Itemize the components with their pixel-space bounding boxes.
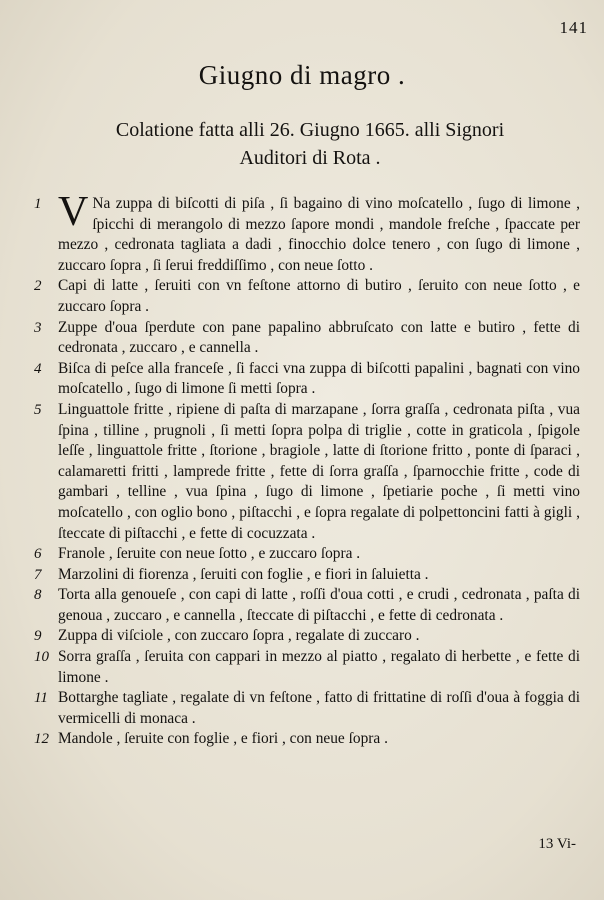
entry-number: 7 xyxy=(34,566,42,583)
menu-entry xyxy=(0,729,604,750)
entry-text: Capi di latte , ſeruiti con vn feſtone attorno di butiro , ſeruito con neue ſotto , e zuccaro ſopra . xyxy=(58,277,580,315)
menu-entry xyxy=(0,626,604,647)
entry-text: Linguattole fritte , ripiene di paſta di marzapane , ſorra graſſa , cedronata piſta , vua ſpina , tilline , prugnoli , ſi metti ſopra polpa di triglie , cotte in graticola , ſpigole leſſe , linguattole fritte , ſtorione , bragiole , latte di ſtorione fritto , ponte di ſparaci , calamaretti fritti , lamprede fritte , fette di ſorra graſſa , ſparnocchie fritte , code di gambari , telline , vua ſpina , ſugo di limone , ſpetiarie poche , ſi metti vino moſcatello , con oglio bono , piſtacchi , e ſopra regalate di polpettoncini fatti à gigli , ſteccate di piſtacchi , e fette di cocuzzata . xyxy=(58,400,580,542)
entry-number: 8 xyxy=(34,587,42,604)
entry-number: 9 xyxy=(34,628,42,645)
entry-text: Mandole , ſeruite con foglie , e fiori , con neue ſopra . xyxy=(58,730,388,748)
menu-entry xyxy=(0,647,604,688)
entry-text: Sorra graſſa , ſeruita con cappari in mezzo al piatto , regalato di herbette , e fette di limone . xyxy=(58,648,580,686)
entry-number: 6 xyxy=(34,546,42,563)
drop-capital: V xyxy=(58,189,89,235)
menu-entry xyxy=(0,544,604,565)
entry-number: 10 xyxy=(34,649,49,666)
entry-number: 1 xyxy=(34,196,42,212)
menu-list xyxy=(0,189,604,750)
entry-text: Biſca di peſce alla franceſe , ſi facci vna zuppa di biſcotti papalini , bagnati con vino moſcatello , ſugo di limone ſi metti ſopra . xyxy=(58,359,580,398)
entry-number: 11 xyxy=(34,690,48,707)
menu-entry xyxy=(0,359,604,400)
meal-heading xyxy=(60,116,560,172)
catchword: 13 Vi- xyxy=(538,836,576,852)
menu-entry xyxy=(0,318,604,359)
menu-entry xyxy=(0,585,604,626)
menu-entry xyxy=(0,189,604,276)
page-title: Giugno di magro . xyxy=(198,60,406,90)
menu-entry xyxy=(0,688,604,729)
menu-entry xyxy=(0,400,604,544)
entry-number: 2 xyxy=(34,278,42,295)
meal-heading-line-2: Auditori di Rota . xyxy=(239,147,381,169)
entry-number: 3 xyxy=(34,319,42,336)
menu-entry xyxy=(0,276,604,317)
entry-text: Na zuppa di biſcotti di piſa , ſi bagaino di vino moſcatello , ſugo di limone , ſpicchi di merangolo di mezzo ſapore mondi , mandole freſche , ſpaccate per mezzo , cedronata tagliata a dadi , finocchio dolce tenero , con ſugo di limone , zuccaro ſopra , ſi ſerui freddiſſimo , con neue ſotto . xyxy=(58,195,580,274)
entry-text: Zuppe d'oua ſperdute con pane papalino abbruſcato con latte e butiro , fette di cedronata , zuccaro , e cannella . xyxy=(58,318,580,357)
page-number: 141 xyxy=(559,18,588,37)
entry-text: Marzolini di fiorenza , ſeruiti con foglie , e fiori in ſaluietta . xyxy=(58,565,429,583)
entry-text: Zuppa di viſciole , con zuccaro ſopra , regalate di zuccaro . xyxy=(58,627,420,645)
meal-heading-line-1: Colatione fatta alli 26. Giugno 1665. alli Signori xyxy=(115,119,505,141)
show-through-text xyxy=(250,40,253,56)
entry-number: 5 xyxy=(34,401,42,418)
entry-number: 4 xyxy=(34,360,42,377)
entry-text: Torta alla genoueſe , con capi di latte , roſſi d'oua cotti , e crudi , cedronata , paſta di genoua , zuccaro , e cannella , ſteccate di piſtacchi , e fette di cedronata . xyxy=(58,586,580,624)
entry-text: Bottarghe tagliate , regalate di vn feſtone , fatto di frittatine di roſſi d'oua à foggia di vermicelli di monaca . xyxy=(58,689,580,727)
menu-entry xyxy=(0,565,604,586)
entry-text: Franole , ſeruite con neue ſotto , e zuccaro ſopra . xyxy=(58,545,361,563)
entry-number: 12 xyxy=(34,731,49,748)
